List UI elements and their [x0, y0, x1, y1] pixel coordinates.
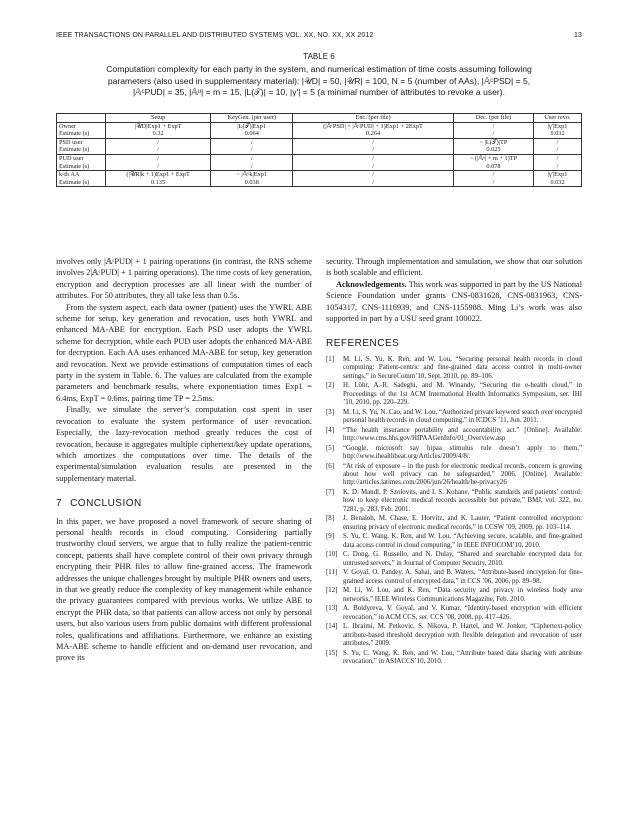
table-cell: 0.078: [453, 163, 533, 171]
table-cell: 0.032: [534, 179, 582, 187]
table-cell: |L(𝒯)|Exp1: [211, 122, 293, 130]
ref-number: [7]: [326, 489, 335, 497]
ref-text: C. Dong, G. Russello, and N. Dulay, “Shared and searchable encrypted data for untrusted servers,” in Journal of Computer Security, 2010.: [343, 551, 582, 567]
ref-number: [3]: [326, 408, 335, 416]
reference-item: [326, 445, 582, 462]
table-cell: /: [534, 163, 582, 171]
table-cell: |γ'|Exp1: [534, 171, 582, 179]
complexity-table: [56, 113, 582, 187]
table-cell: (|𝔸ᶜPSD| + |𝔸ᶜPUD| + 1)Exp1 + 2ExpT: [293, 122, 454, 130]
table-row: [57, 163, 582, 171]
table-cell: 0.038: [211, 179, 293, 187]
table-row: [57, 130, 582, 138]
ref-text: “Google, microsoft say hipaa stimulus rule doesn’t apply to them,” http://www.ihealthbeat.org/Articles/2009/4/8/.: [343, 444, 582, 461]
ack-heading: Acknowledgements.: [336, 279, 407, 289]
table-cell: (|𝒰R|k + 1)Exp1 + ExpT: [106, 171, 211, 179]
section-heading-conclusion: [56, 498, 312, 509]
reference-list: [326, 356, 582, 667]
reference-item: [326, 533, 582, 550]
page-number: 13: [574, 32, 582, 39]
table-cell: ~ |𝔸ᵘk|Exp1: [211, 171, 293, 179]
ref-text: K. D. Mandl, P. Szolovits, and I. S. Kohane, “Public standards and patients’ control: how to keep electronic medical records accessible but private,” BMJ, vol. 322, no. 7281, p. 283, Feb. 2001.: [343, 489, 582, 513]
caption-line: Computation complexity for each party in the system, and numerical estimation of time costs assuming following: [106, 64, 532, 74]
reference-item: [326, 356, 582, 381]
table-cell: |γ'|Exp1: [534, 122, 582, 130]
row-label: Estimate (s): [57, 146, 106, 154]
ref-number: [12]: [326, 587, 338, 595]
table-cell: /: [106, 138, 211, 146]
table-header-cell: Dec. (per file): [453, 114, 533, 123]
ref-text: V. Goyal, O. Pandey, A. Sahai, and B. Waters, “Attribute-based encryption for fine-grained access control of encrypted data,” in CCS ’06, 2006, pp. 89–98.: [343, 569, 582, 585]
reference-item: [326, 489, 582, 514]
table-cell: /: [211, 163, 293, 171]
table-header-cell: [57, 114, 106, 123]
ref-text: A. Boldyreva, V. Goyal, and V. Kumar, “Identity-based encryption with efficient revocation,” in ACM CCS, ser. CCS ’08, 2008, pp. 417–426.: [343, 605, 582, 621]
table-row: [57, 179, 582, 187]
table-cell: ~ |L(𝒯)|TP: [453, 138, 533, 146]
reference-item: [326, 382, 582, 407]
table-cell: /: [453, 130, 533, 138]
reference-item: [326, 623, 582, 648]
table-header-row: [57, 114, 582, 123]
ref-number: [4]: [326, 426, 335, 434]
reference-item: [326, 605, 582, 622]
table-row: [57, 138, 582, 146]
table-cell: /: [106, 154, 211, 162]
ref-text: J. Benaloh, M. Chase, E. Horvitz, and K. Lauter, “Patient controlled encryption: ensuring privacy of electronic medical records,” in CCSW ’09, 2009, pp. 103–114.: [343, 515, 582, 531]
section-heading-references: [326, 338, 582, 349]
table-cell: /: [293, 179, 454, 187]
reference-item: [326, 427, 582, 444]
body-paragraph: security. Through implementation and simulation, we show that our solution is both scalable and efficient.: [326, 257, 582, 278]
ref-number: [5]: [326, 444, 335, 452]
reference-item: [326, 551, 582, 568]
ref-number: [11]: [326, 569, 338, 577]
right-column: [326, 256, 582, 668]
reference-item: [326, 587, 582, 604]
ref-text: M. Li, S. Yu, K. Ren, and W. Lou, “Securing personal health records in cloud computing: Patient-centric and fine-grained data access control in multi-owner settings,” in SecureComm’10, Sept. 2010, pp. 89–106.: [343, 355, 582, 380]
body-paragraph: Finally, we simulate the server’s computation cost spent in user revocation to evaluate the system performance of user revocation. Especially, the lazy-revocation method greatly reduces the cost of revocation, because it aggregates multiple ciphertext/key update operations, which amortizes the computations over time. The details of the experimental/simulation evaluation results are presented in the supplementary material.: [56, 405, 312, 483]
table-cell: /: [211, 138, 293, 146]
table-cell: /: [211, 154, 293, 162]
table-cell: 0.032: [534, 130, 582, 138]
table-cell: /: [293, 163, 454, 171]
ref-number: [15]: [326, 649, 338, 657]
table-label: TABLE 6: [303, 52, 335, 61]
reference-item: [326, 569, 582, 586]
journal-name: IEEE TRANSACTIONS ON PARALLEL AND DISTRIBUTED SYSTEMS VOL. XX, NO. XX, XX 2012: [56, 32, 374, 39]
table-cell: /: [534, 154, 582, 162]
table-cell: ~ (|𝔸ᵘ| + m + 1)TP: [453, 154, 533, 162]
table-row: [57, 122, 582, 130]
table-caption: [62, 64, 576, 99]
table-row: [57, 154, 582, 162]
section-number: 7: [56, 498, 63, 510]
ref-number: [8]: [326, 515, 335, 523]
table-header-cell: User revo.: [534, 114, 582, 123]
row-label: Estimate (s): [57, 179, 106, 187]
section-title: CONCLUSION: [70, 498, 142, 510]
row-label: PSD user: [57, 138, 106, 146]
body-paragraph: In this paper, we have proposed a novel framework of secure sharing of personal health records in cloud computing. Considering partially trustworthy cloud servers, we argue that to fully realize the patient-centric concept, patients shall have complete control of their own privacy through encrypting their PHR files to allow fine-grained access. The framework addresses the unique challenges brought by multiple PHR owners and users, in that we greatly reduce the complexity of key management while enhance the privacy guarantees compared with previous works. We utilize ABE to encrypt the PHR data, so that patients can allow access not only by personal users, but also various users from public domains with different professional roles, qualifications and affiliations. Furthermore, we enhance an existing MA-ABE scheme to handle efficient and on-demand user revocation, and prove its: [56, 516, 312, 663]
section-title: REFERENCES: [326, 338, 400, 350]
body-paragraph: From the system aspect, each data owner (patient) uses the YWRL ABE scheme for setup, key generation and revocation, uses both YWRL and enhanced MA-ABE for encryption. Each PSD user adopts the YWRL scheme for decryption, while each PUD user adopts the enhanced MA-ABE for decryption. Each AA uses enhanced MA-ABE for setup, key generation and revocation. Next we provide estimations of computation times of each party in the system in Table. 6. The values are calculated from the example parameters and benchmark results, where exponentiation times Exp1 = 6.4ms, ExpT = 0.6ms, pairing time TP = 2.5ms.: [56, 302, 312, 403]
table-cell: /: [106, 146, 211, 154]
table-cell: /: [534, 146, 582, 154]
table-cell: /: [534, 138, 582, 146]
table-cell: /: [453, 171, 533, 179]
row-label: Owner: [57, 122, 106, 130]
table-cell: 0.025: [453, 146, 533, 154]
ref-text: H. Löhr, A.-R. Sadeghi, and M. Winandy, “Securing the e-health cloud,” in Proceedings of the 1st ACM International Health Informatics Symposium, ser. IHI ’10, 2010, pp. 220–229.: [343, 382, 582, 407]
ref-text: M. Li, W. Lou, and K. Ren, “Data security and privacy in wireless body area networks,” IEEE Wireless Communications Magazine, Feb. 2010.: [343, 587, 582, 603]
ref-text: M. Li, S. Yu, N. Cao, and W. Lou, “Authorized private keyword search over encrypted personal health records in cloud computing,” in ICDCS ’11, Jun. 2011.: [343, 408, 582, 425]
table-cell: /: [453, 179, 533, 187]
row-label: k-th AA: [57, 171, 106, 179]
left-column: [56, 256, 312, 664]
row-label: Estimate (s): [57, 130, 106, 138]
table-cell: /: [106, 163, 211, 171]
ack-body: This work was supported in part by the US National Science Foundation under grants CNS-0831628, CNS-0831963, CNS-1054317, CNS-1116939, and CNS-1155988. Ming Li’s work was also supported in part by a USU seed grant 100022.: [326, 279, 582, 324]
ref-text: “The health insurance portability and accountability act.” [Online]. Available: http://www.cms.hhs.gov/HIPAAGenInfo/01_Overview.asp: [343, 426, 582, 443]
ref-text: L. Ibraimi, M. Petkovic, S. Nikova, P. Hartel, and W. Jonker, “Ciphertext-policy attribute-based threshold decryption with flexible delegation and revocation of user attributes,” 2009.: [343, 623, 582, 648]
reference-item: [326, 515, 582, 532]
ref-number: [6]: [326, 462, 335, 470]
ref-number: [10]: [326, 551, 338, 559]
table-cell: 0.32: [106, 130, 211, 138]
table-cell: 0.264: [293, 130, 454, 138]
table-cell: /: [211, 146, 293, 154]
table-cell: 0.064: [211, 130, 293, 138]
running-header: [56, 32, 582, 39]
table-cell: /: [293, 154, 454, 162]
table-cell: |𝒰D|Exp1 + ExpT: [106, 122, 211, 130]
table-row: [57, 171, 582, 179]
table-cell: 0.135: [106, 179, 211, 187]
caption-line: parameters (also used in supplementary material): |𝒰D| = 50, |𝒰R| = 100, N = 5 (number of AAs), |𝔸ᶜPSD| = 5,: [107, 75, 531, 86]
ref-text: S. Yu, C. Wang, K. Ren, and W. Lou, “Achieving secure, scalable, and fine-grained data access control in cloud computing,” in IEEE INFOCOM’10, 2010.: [343, 533, 582, 549]
reference-item: [326, 463, 582, 488]
ref-number: [14]: [326, 623, 338, 631]
ref-number: [9]: [326, 533, 335, 541]
table-header-cell: KeyGen. (per user): [211, 114, 293, 123]
table-header-cell: Enc. (per file): [293, 114, 454, 123]
table-row: [57, 146, 582, 154]
table-cell: /: [293, 146, 454, 154]
ref-number: [13]: [326, 605, 338, 613]
body-paragraph: involves only |𝔸ᶜPUD| + 1 pairing operations (in contrast, the RNS scheme involves 2|𝔸ᶜPUD| + 1 pairing operations). The time costs of key generation, encryption and decryption processes are all linear with the number of attributes. For 50 attributes, they all take less than 0.5s.: [56, 257, 312, 301]
acknowledgements: [326, 279, 582, 325]
row-label: PUD user: [57, 154, 106, 162]
table-header-cell: Setup: [106, 114, 211, 123]
table-cell: /: [293, 171, 454, 179]
row-label: Estimate (s): [57, 163, 106, 171]
ref-number: [2]: [326, 382, 335, 390]
caption-line: |𝔸ᶜPUD| = 35, |𝔸ᵘ| = m = 15, |L(𝒯)| = 10, |γ'| = 5 (a minimal number of attributes to revoke a user).: [132, 87, 506, 97]
ref-text: S. Yu, C. Wang, K. Ren, and W. Lou, “Attribute based data sharing with attribute revocation,” in ASIACCS’10, 2010.: [343, 649, 582, 666]
reference-item: [326, 650, 582, 667]
ref-text: “At risk of exposure – in the push for electronic medical records, concern is growing about how well privacy can be safeguarded,” 2006. [Online]. Available: http://articles.latimes.com/2006/jun/26/health/he-privacy26: [343, 462, 582, 487]
ref-number: [1]: [326, 355, 335, 363]
reference-item: [326, 409, 582, 426]
table-cell: /: [453, 122, 533, 130]
table-cell: /: [293, 138, 454, 146]
